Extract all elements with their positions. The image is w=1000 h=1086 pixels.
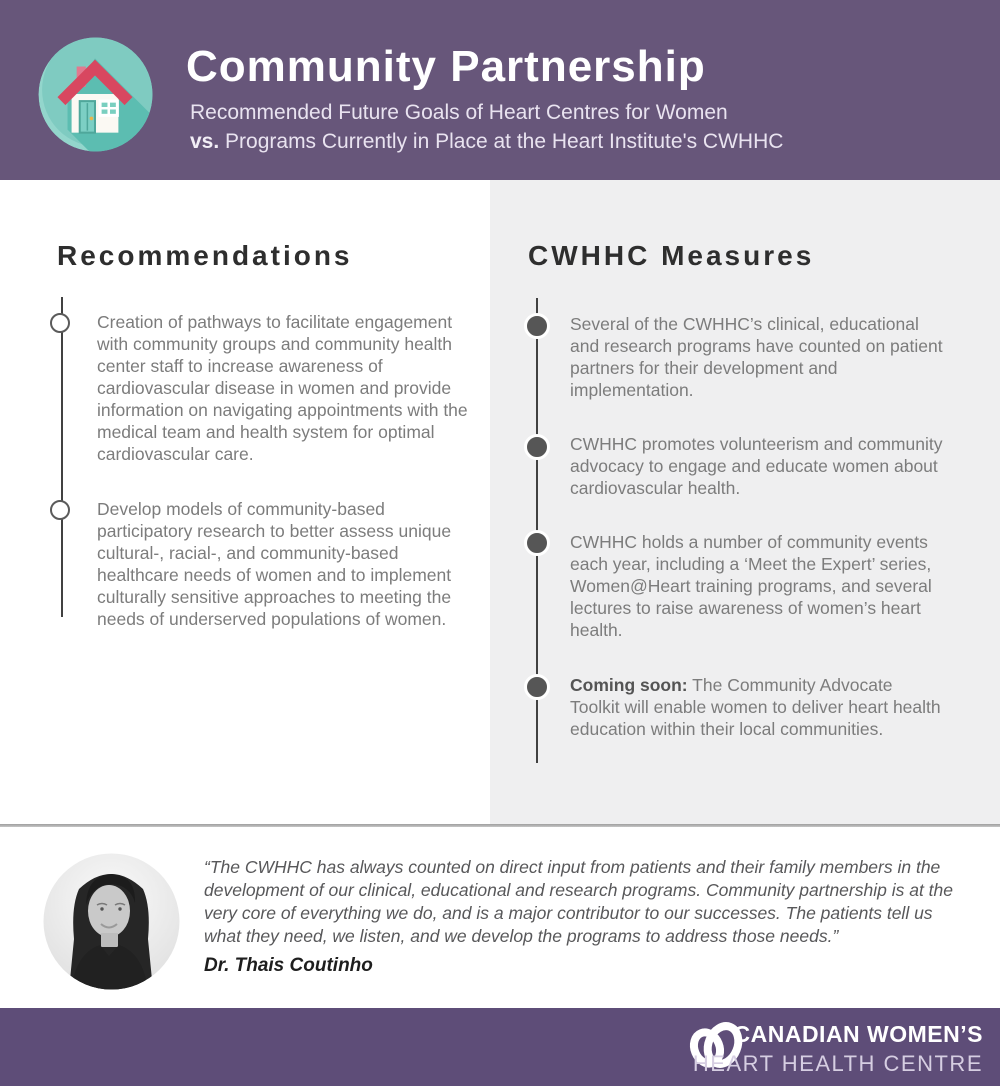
list-item: Creation of pathways to facilitate engagement with community groups and community health center staff to increase awareness of cardiovascular disease in women and provide information on navigating appointments with the medical team and health system for optimal cardiovascular care. [97,312,468,464]
page-title: Community Partnership [186,42,706,91]
item-text: CWHHC promotes volunteerism and community advocacy to engage and educate women about cardiovascular health. [570,434,943,498]
timeline-marker-filled [524,530,550,556]
timeline-marker-open [50,313,70,333]
list-item [570,674,944,740]
timeline-marker-filled [524,434,550,460]
section-divider [0,824,1000,827]
subtitle-line2: Programs Currently in Place at the Heart Institute's CWHHC [219,130,784,153]
quote-attribution: Dr. Thais Coutinho [204,955,373,976]
footer-bar [0,1008,1000,1086]
item-text: Several of the CWHHC’s clinical, educational and research programs have counted on patient partners for their development and implementation. [570,314,943,400]
timeline-marker-filled [524,313,550,339]
recommendations-heading: Recommendations [57,240,353,271]
list-item [570,531,944,641]
coming-soon-label: Coming soon: [570,675,688,695]
list-item: Develop models of community-based participatory research to better assess unique cultural-, racial-, and community-based healthcare needs of women and to implement culturally sensitive approaches to meeting the needs of underserved populations of women. [97,499,452,629]
portrait-photo [43,853,180,990]
timeline-marker-open [50,500,70,520]
header-banner [0,0,1000,180]
list-item [570,433,944,499]
timeline-line [61,297,63,617]
measures-heading: CWHHC Measures [528,240,815,271]
quote-text: “The CWHHC has always counted on direct input from patients and their family members in the development of our clinical, educational and research programs. Community partnership is at the very core of everything we do, and is a major contributor to our successes. The patients tell us what they need, we listen, and we develop the programs to address those needs.” [204,857,953,946]
timeline-marker-filled [524,674,550,700]
org-name [693,1021,983,1077]
org-name-line2: HEART HEALTH CENTRE [692,1051,983,1076]
org-name-line1: CANADIAN WOMEN’S [733,1021,983,1047]
subtitle-line1: Recommended Future Goals of Heart Centres for Women [190,101,728,124]
item-text: The Community Advocate Toolkit will enable women to deliver heart health education within their local communities. [570,675,941,739]
list-item [570,313,944,401]
subtitle-vs-label: vs. [190,130,220,153]
page-subtitle [190,98,783,156]
house-icon [37,36,154,153]
item-text: CWHHC holds a number of community events each year, including a ‘Meet the Expert’ series, Women@Heart training programs, and several lectures to raise awareness of women’s heart health. [570,532,932,640]
